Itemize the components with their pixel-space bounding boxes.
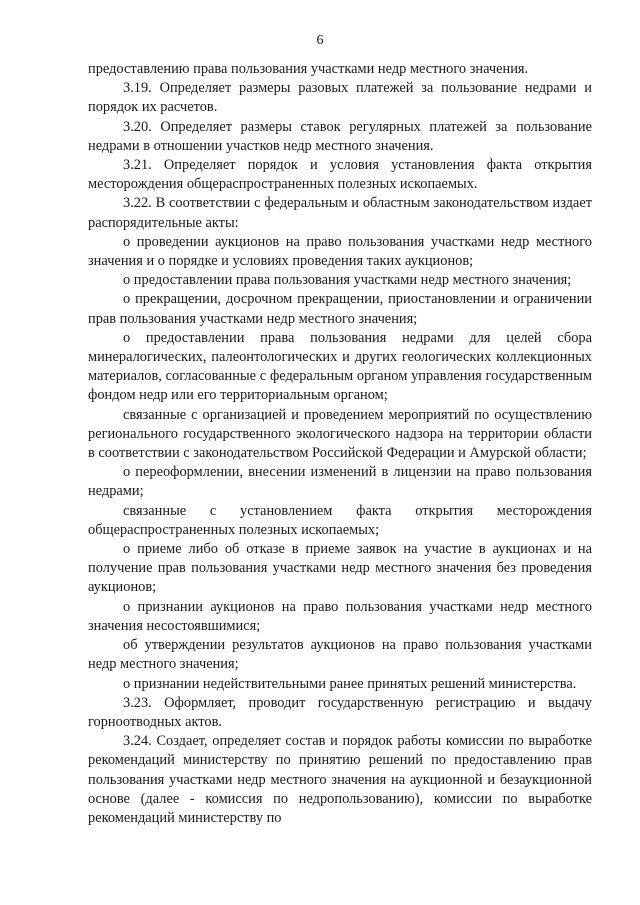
page-number: 6	[316, 33, 324, 48]
paragraph-3-20: 3.20. Определяет размеры ставок регулярных платежей за пользование недрами в отношении участков недр местного значения.	[88, 118, 592, 154]
paragraph-3-21: 3.21. Определяет порядок и условия установления факта открытия месторождения общераспространенных полезных ископаемых.	[88, 157, 592, 193]
list-item: об утверждении результатов аукционов на право пользования участками недр местного значения;	[88, 637, 592, 673]
paragraph: предоставлению права пользования участками недр местного значения.	[88, 61, 529, 77]
paragraph-3-22: 3.22. В соответствии с федеральным и областным законодательством издает распорядительные акты:	[88, 195, 592, 231]
list-item: о предоставлении права пользования недрами для целей сбора минералогических, палеонтологических и других геологических коллекционных материалов, согласованные с федеральным органом управления государственным фондом недр или его территориальным органом;	[88, 329, 592, 404]
list-item: о проведении аукционов на право пользования участками недр местного значения и о порядке и условиях проведения таких аукционов;	[88, 233, 592, 270]
list-item: о прекращении, досрочном прекращении, приостановлении и ограничении прав пользования участками недр местного значения;	[88, 291, 592, 327]
list-item: о переоформлении, внесении изменений в лицензии на право пользования недрами;	[88, 464, 592, 500]
list-item: о приеме либо об отказе в приеме заявок на участие в аукционах и на получение прав пользования участками недр местного значения без проведения аукционов;	[88, 541, 592, 596]
paragraph-3-24: 3.24. Создает, определяет состав и порядок работы комиссии по выработке рекомендаций министерству по принятию решений по предоставлению прав пользования участками недр местного значения на аукционной и безаукционной основе (далее - комиссия по недропользованию), комиссии по выработке рекомендаций министерству по	[88, 733, 592, 826]
list-item: связанные с установлением факта открытия месторождения общераспространенных полезных ископаемых;	[88, 502, 592, 538]
document-body	[88, 60, 592, 828]
list-item: о признании недействительными ранее принятых решений министерства.	[123, 675, 577, 692]
list-item: связанные с организацией и проведением мероприятий по осуществлению регионального государственного экологического надзора на территории области в соответствии с законодательством Российской Федерации и Амурской области;	[88, 406, 592, 462]
list-item: о предоставлении права пользования участками недр местного значения;	[123, 272, 572, 289]
paragraph-3-19: 3.19. Определяет размеры разовых платежей за пользование недрами и порядок их расчетов.	[88, 80, 592, 116]
paragraph-3-23: 3.23. Оформляет, проводит государственную регистрацию и выдачу горноотводных актов.	[88, 694, 592, 730]
list-item: о признании аукционов на право пользования участками недр местного значения несостоявшимися;	[88, 598, 592, 634]
